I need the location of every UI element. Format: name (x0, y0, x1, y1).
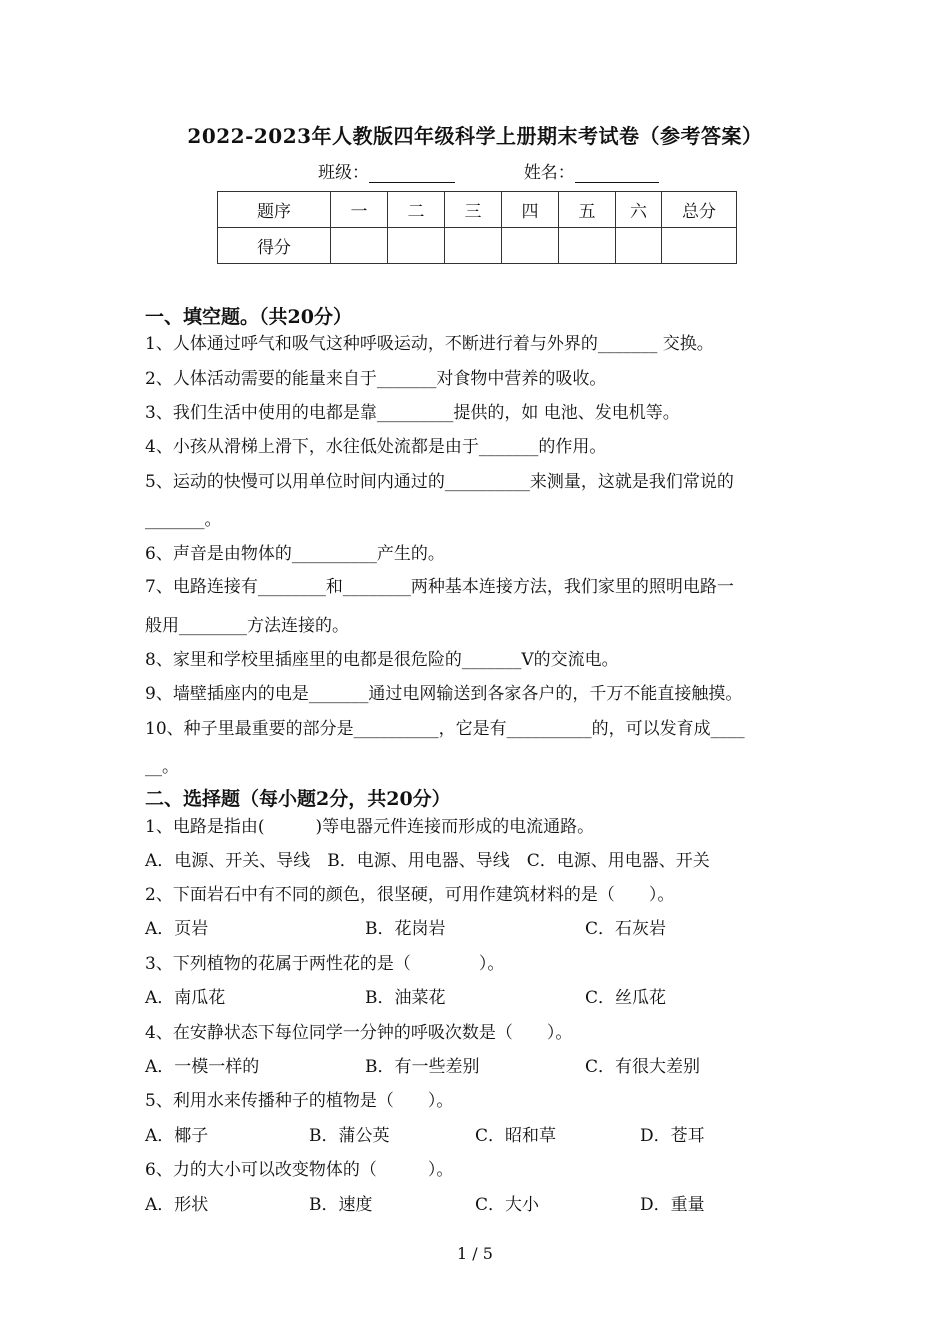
choice-option: A．页岩 (145, 919, 209, 939)
choice-question: 4、在安静状态下每位同学一分钟的呼吸次数是（ ）。 (145, 1023, 573, 1043)
fill-question: 7、电路连接有________和________两种基本连接方法，我们家里的照明电路一 (145, 577, 734, 597)
score-cell (331, 228, 388, 264)
choice-option: B．速度 (309, 1195, 373, 1215)
choice-option: C．丝瓜花 (585, 988, 667, 1008)
score-header-row (218, 192, 737, 228)
score-cell (662, 228, 737, 264)
fill-question: 5、运动的快慢可以用单位时间内通过的__________来测量，这就是我们常说的 (145, 472, 734, 492)
choice-option: D．重量 (640, 1195, 705, 1215)
choice-option: B．油菜花 (365, 988, 446, 1008)
score-cell (616, 228, 662, 264)
score-row (218, 228, 737, 264)
score-header-cell: 五 (559, 192, 616, 228)
choice-options: A．电源、开关、导线 B．电源、用电器、导线 C．电源、用电器、开关 (145, 851, 710, 871)
choice-option: C．大小 (475, 1195, 540, 1215)
class-label: 班级： (318, 163, 369, 183)
fill-question: 10、种子里最重要的部分是__________，它是有__________的，可以发育成____ (145, 719, 745, 739)
score-header-cell: 四 (502, 192, 559, 228)
fill-question: 8、家里和学校里插座里的电都是很危险的_______V的交流电。 (145, 650, 619, 670)
score-cell (388, 228, 445, 264)
score-cell (502, 228, 559, 264)
choice-question: 5、利用水来传播种子的植物是（ ）。 (145, 1091, 454, 1111)
score-header-cell: 三 (445, 192, 502, 228)
choice-option: B．有一些差别 (365, 1057, 480, 1077)
choice-option: C．昭和草 (475, 1126, 557, 1146)
choice-option: A．形状 (145, 1195, 209, 1215)
fill-question: 9、墙壁插座内的电是_______通过电网输送到各家各户的，千万不能直接触摸。 (145, 684, 743, 704)
fill-question: 3、我们生活中使用的电都是靠_________提供的，如 电池、发电机等。 (145, 403, 680, 423)
score-header-cell: 二 (388, 192, 445, 228)
score-table (217, 191, 737, 264)
score-cell (445, 228, 502, 264)
fill-question: 4、小孩从滑梯上滑下，水往低处流都是由于_______的作用。 (145, 437, 607, 457)
choice-option: A．南瓜花 (145, 988, 226, 1008)
choice-option: A．椰子 (145, 1126, 209, 1146)
class-blank (369, 166, 455, 183)
choice-option: B．花岗岩 (365, 919, 446, 939)
choice-option: D．苍耳 (640, 1126, 705, 1146)
score-header-cell: 一 (331, 192, 388, 228)
section1-title: 一、填空题。（共20分） (145, 306, 352, 328)
choice-question: 2、下面岩石中有不同的颜色，很坚硬，可用作建筑材料的是（ ）。 (145, 885, 675, 905)
score-cell (559, 228, 616, 264)
fill-question-cont: __。 (145, 757, 179, 777)
student-info (318, 158, 659, 183)
choice-option: C．有很大差别 (585, 1057, 701, 1077)
fill-question-cont: _______。 (145, 510, 222, 530)
name-label: 姓名： (523, 163, 575, 183)
fill-question: 1、人体通过呼气和吸气这种呼吸运动，不断进行着与外界的_______ 交换。 (145, 334, 714, 354)
page-number: 1 / 5 (457, 1244, 493, 1263)
score-row-label: 得分 (218, 228, 331, 264)
choice-question: 6、力的大小可以改变物体的（ ）。 (145, 1160, 454, 1180)
choice-option: C．石灰岩 (585, 919, 667, 939)
fill-question: 2、人体活动需要的能量来自于_______对食物中营养的吸收。 (145, 369, 607, 389)
score-header-cell: 六 (616, 192, 662, 228)
choice-option: B．蒲公英 (309, 1126, 390, 1146)
section2-title: 二、选择题（每小题2分，共20分） (145, 788, 451, 810)
score-header-cell: 总分 (662, 192, 737, 228)
choice-question: 1、电路是指由( )等电器元件连接而形成的电流通路。 (145, 817, 595, 837)
score-header-cell: 题序 (218, 192, 331, 228)
fill-question-cont: 般用________方法连接的。 (145, 616, 349, 636)
page-title: 2022-2023年人教版四年级科学上册期末考试卷（参考答案） (187, 124, 763, 148)
fill-question: 6、声音是由物体的__________产生的。 (145, 544, 445, 564)
name-blank (575, 166, 659, 183)
choice-question: 3、下列植物的花属于两性花的是（ ）。 (145, 954, 505, 974)
choice-option: A．一模一样的 (145, 1057, 260, 1077)
